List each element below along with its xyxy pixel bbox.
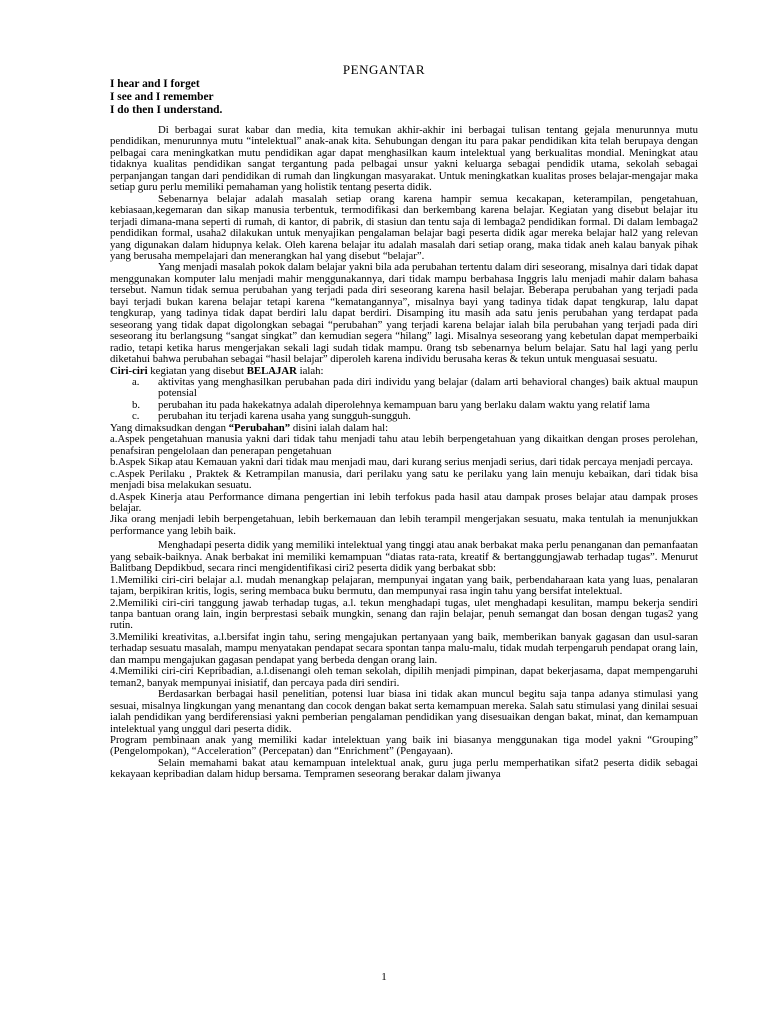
- ciri-berbakat-item: 3.Memiliki kreativitas, a.l.bersifat ingin tahu, sering mengajukan pertanyaan yang baik, memberikan banyak gagasan dan usul-saran terhadap sesuatu masalah, mampu menyatakan pendapat secara spontan tanpa malu-malu, tidak mudah terpengaruh pendapat orang lain, dan mampu mengajukan gagasan pendapat yang berbeda dengan orang lain.: [110, 630, 698, 666]
- list-marker: b.: [132, 398, 141, 411]
- paragraph-berdasarkan: Berdasarkan berbagai hasil penelitian, potensi luar biasa ini tidak akan muncul begitu saja tanpa adanya stimulasi yang sesuai, misalnya lingkungan yang menantang dan cocok dengan bakat serta kemampuan mereka. Salah satu stimulasi yang dinilai sesuai ialah pendidikan yang berdiferensiasi yakni pemberian pengalaman pendidikan yang disesuaikan dengan bakat, minat, dan kemampuan intelektual yang unggul dari peserta didik.: [110, 688, 698, 735]
- ciri-ciri-mid: kegiatan yang disebut: [147, 364, 247, 377]
- ciri-berbakat-item: 4.Memiliki ciri-ciri Kepribadian, a.l.disenangi oleh teman sekolah, dipilih menjadi pimpinan, dapat bekerjasama, dapat mempengaruhi teman2, banyak mempunyai inisiatif, dan percaya pada diri sendiri.: [110, 665, 698, 689]
- ciri-berbakat-item: 2.Memiliki ciri-ciri tanggung jawab terhadap tugas, a.l. tekun menghadapi tugas, ulet menghadapi kesulitan, mampu bekerja sendiri tanpa bantuan orang lain, ingin berprestasi sebaik mungkin, senang dan rajin belajar, penuh semangat dan bosan dengan tugas2 yang rutin.: [110, 596, 698, 632]
- list-marker: c.: [132, 410, 140, 423]
- ciri-ciri-list: [110, 377, 698, 423]
- motto-line: I see and I remember: [110, 91, 214, 104]
- paragraph-program: Program pembinaan anak yang memiliki kadar intelektuan yang baik ini biasanya menggunakan tiga model yakni “Grouping” (Pengelompokan), “Acceleration” (Percepatan) dan “Enrichment” (Pengayaan).: [110, 734, 698, 758]
- motto-line: I hear and I forget: [110, 78, 200, 90]
- aspek-item: b.Aspek Sikap atau Kemauan yakni dari tidak mau menjadi mau, dari kurang serius menjadi serius, dari tidak percaya menjadi percaya.: [110, 456, 693, 469]
- ciri-ciri-label: Ciri-ciri: [110, 364, 148, 377]
- paragraph-intro: Di berbagai surat kabar dan media, kita temukan akhir-akhir ini berbagai tulisan tentang gejala menurunnya mutu pendidikan, menurunnya mutu “intelektual” anak-anak kita. Sehubungan dengan itu para pakar pendidikan kita telah berupaya dengan pelbagai cara meningkatkan mutu pendidikan agar dapat menghasilkan kaum intelektual yang berkualitas mondial. Meningkat atau tidaknya kualitas pendidikan sangat tergantung pada pelbagai unsur yakni keluarga sebagai pendidik utama, sekolah sebagai perpanjangan tangan dari pendidikan di rumah dan lingkungan masyarakat. Untuk meningkatkan kualitas proses belajar-mengajar maka setiap guru perlu memiliki pemahaman yang holistik tentang peserta didik.: [110, 124, 698, 194]
- motto-block: [110, 78, 710, 118]
- perubahan-tail: disini ialah dalam hal:: [290, 421, 389, 434]
- page-title: PENGANTAR: [342, 62, 426, 77]
- page-number: 1: [381, 971, 387, 983]
- paragraph-belajar: Sebenarnya belajar adalah masalah setiap orang karena hampir semua kecakapan, keterampilan, pengetahuan, kebiasaan,kegemaran dan sikap manusia terbentuk, termodifikasi dan berkembang karena belajar. Kegiatan yang disebut belajar itu terjadi dimana-mana seperti di rumah, di kantor, di pabrik, di stasiun dan tentu saja di lembaga2 pendidikan formal. Di dalam lembaga2 pendidikan formal, usaha2 dilakukan untuk menyajikan pengalaman belajar bagi peserta didik agar mereka belajar hal2 yang relevan yang digunakan dalam hidupnya kelak. Oleh karena belajar itu adalah masalah dari setiap orang, maka tidak aneh kalau banyak pihak yang berusaha mempelajari dan menerangkan hal yang disebut “belajar”.: [110, 192, 698, 262]
- list-item-text: aktivitas yang menghasilkan perubahan pada diri individu yang belajar (dalam arti behavioral changes) baik aktual maupun potensial: [158, 375, 698, 400]
- ciri-ciri-tail: ialah:: [296, 364, 324, 377]
- paragraph-selain: Selain memahami bakat atau kemampuan intelektual anak, guru juga perlu memperhatikan sifat2 peserta didik sebagai kekayaan kepribadian dalam hidup bersama. Tempramen seseorang berakar dalam jiwanya: [110, 756, 698, 781]
- aspek-item: d.Aspek Kinerja atau Performance dimana pengertian ini lebih terfokus pada hasil atau dampak proses belajar atau dampak proses belajar.: [110, 490, 698, 514]
- aspek-item: c.Aspek Perilaku , Praktek & Ketrampilan manusia, dari perilaku yang satu ke perilaku yang lain menuju kebaikan, dari tidak bisa menjadi bisa melakukan sesuatu.: [110, 467, 698, 492]
- ciri-berbakat-item: 1.Memiliki ciri-ciri belajar a.l. mudah menangkap pelajaran, mempunyai ingatan yang baik, perbendaharaan kata yang luas, penalaran tajam, berpikiran kritis, logis, sering membaca buku bermutu, dan mempunyai rasa ingin tahu yang bersifat intelektual.: [110, 573, 698, 598]
- aspek-item: a.Aspek pengetahuan manusia yakni dari tidak tahu menjadi tahu atau lebih berpengetahuan yang dikaitkan dengan proses perolehan, penafsiran pengelolaan dan penerapan pengetahuan: [110, 433, 698, 457]
- list-item-text: perubahan itu pada hakekatnya adalah diperolehnya kemampuan baru yang berlaku dalam waktu yang relatif lama: [158, 398, 650, 411]
- motto-line: I do then I understand.: [110, 104, 223, 117]
- paragraph-jika: Jika orang menjadi lebih berpengetahuan, lebih berkemauan dan lebih terampil mengerjakan sesuatu, maka tentulah ia menunjukkan performance yang lebih baik.: [110, 513, 698, 537]
- list-item: [110, 411, 698, 422]
- paragraph-menghadapi: Menghadapi peserta didik yang memiliki intelektual yang tinggi atau anak berbakat maka perlu penanganan dan pemanfaatan yang sebaik-baiknya. Anak berbakat ini memiliki kemampuan “diatas rata-rata, kreatif & bertanggungjawab terhadap tugas”. Menurut Balitbang Depdikbud, secara rinci mengidentifikasi ciri2 peserta didik yang berbakat sbb:: [110, 539, 698, 575]
- list-item-text: perubahan itu terjadi karena usaha yang sungguh-sungguh.: [158, 410, 411, 423]
- belajar-term: BELAJAR: [246, 364, 297, 377]
- perubahan-lead: Yang dimaksudkan dengan: [110, 421, 229, 434]
- list-marker: a.: [132, 375, 140, 388]
- document-body: [110, 125, 698, 781]
- list-item: [110, 377, 698, 400]
- perubahan-term: “Perubahan”: [228, 421, 291, 434]
- paragraph-perubahan-pokok: Yang menjadi masalah pokok dalam belajar yakni bila ada perubahan tertentu dalam diri seseorang, misalnya dari tidak dapat menggunakan komputer lalu menjadi mahir menggunakannya, dari tidak mampu berbahasa Inggris lalu menjadi mahir dalam bahasa tersebut. Namun tidak semua perubahan yang terjadi pada diri seseorang karena hasil belajar. Beberapa perubahan yang terjadi pada bayi terjadi bukan karena belajar tetapi karena “kematangannya”, misalnya bayi yang tadinya tidak dapat tengkurap, lalu dapat tengkurap, yang tadinya tidak dapat berdiri lalu dapat berdiri. Disamping itu masih ada satu jenis perubahan yang terdapat pada seseorang yang tidak dapat digolongkan sebagai “perubahan” yang terjadi karena belajar ialah bila perubahan yang terjadi pada diri seseorang itu berlangsung “sangat singkat” dan kemudian segera “hilang” lagi. Misalnya seseorang yang kebetulan dapat memperbaiki radio, tetapi ketika harus mengerjakan sekali lagi sudah tidak mampu. 0rang tsb sebenarnya belum belajar. Satu hal lagi yang perlu diketahui bahwa perubahan sebagai “hasil belajar” diperoleh karena individu berusaha keras & tekun untuk menguasai sesuatu.: [110, 261, 698, 366]
